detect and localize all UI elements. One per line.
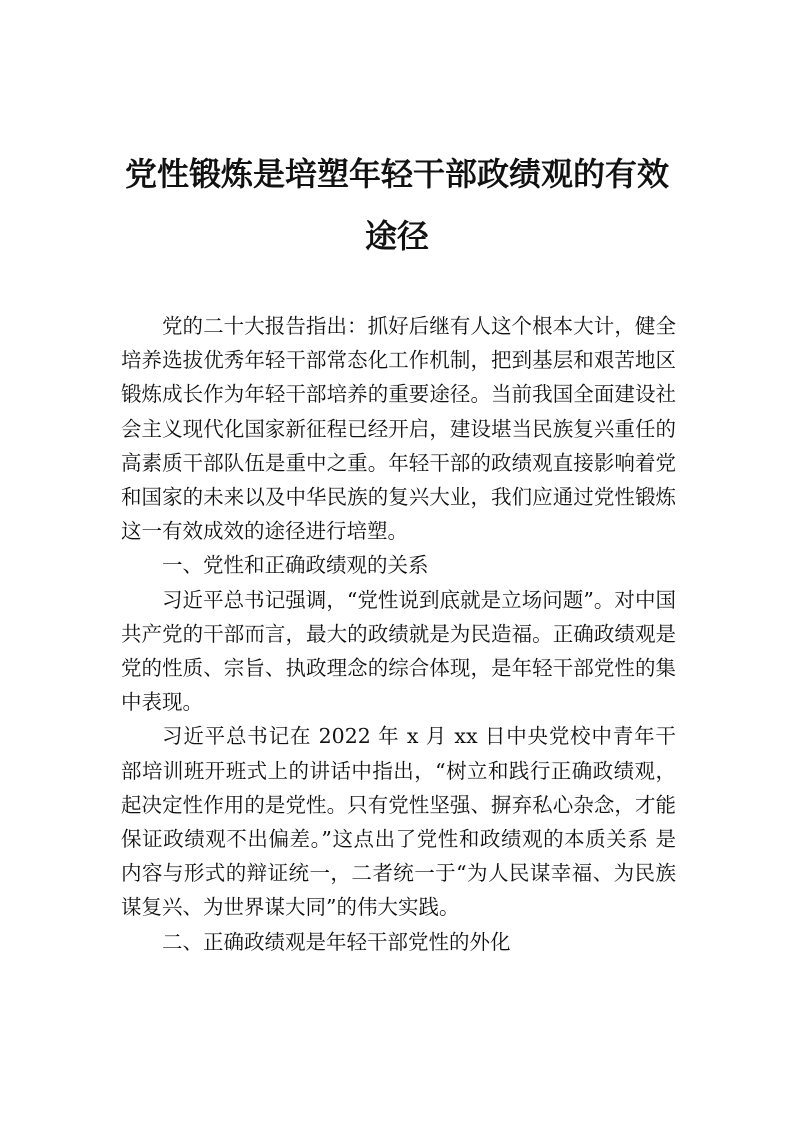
body-paragraph: 习近平总书记强调，“党性说到底就是立场问题”。对中国共产党的干部而言，最大的政绩就是为民造福。正确政绩观是党的性质、宗旨、执政理念的综合体现，是年轻干部党性的集中表现。 bbox=[121, 587, 676, 715]
section-heading-1: 一、党性和正确政绩观的关系 bbox=[162, 553, 429, 578]
body-paragraph: 习近平总书记在 2022 年 x 月 xx 日中央党校中青年干部培训班开班式上的讲话中指出，“树立和践行正确政绩观，起决定性作用的是党性。只有党性坚强、摒弃私心杂念，才能保证政绩观不出偏差。”这点出了党性和政绩观的本质关系 是内容与形式的辩证统一，二者统一于“为人民谋幸福、为民族谋复兴、为世界谋大同”的伟大实践。 bbox=[121, 724, 676, 920]
document-title: 党性锻炼是培塑年轻干部政绩观的有效途径 bbox=[124, 155, 669, 255]
intro-paragraph: 党的二十大报告指出：抓好后继有人这个根本大计，健全培养选拔优秀年轻干部常态化工作机制，把到基层和艰苦地区锻炼成长作为年轻干部培养的重要途径。当前我国全面建设社会主义现代化国家新征程已经开启，建设堪当民族复兴重任的高素质干部队伍是重中之重。年轻干部的政绩观直接影响着党和国家的未来以及中华民族的复兴大业，我们应通过党性锻炼这一有效成效的途径进行培塑。 bbox=[121, 314, 676, 544]
document-body bbox=[121, 309, 676, 959]
section-heading-2: 二、正确政绩观是年轻干部党性的外化 bbox=[162, 929, 511, 954]
